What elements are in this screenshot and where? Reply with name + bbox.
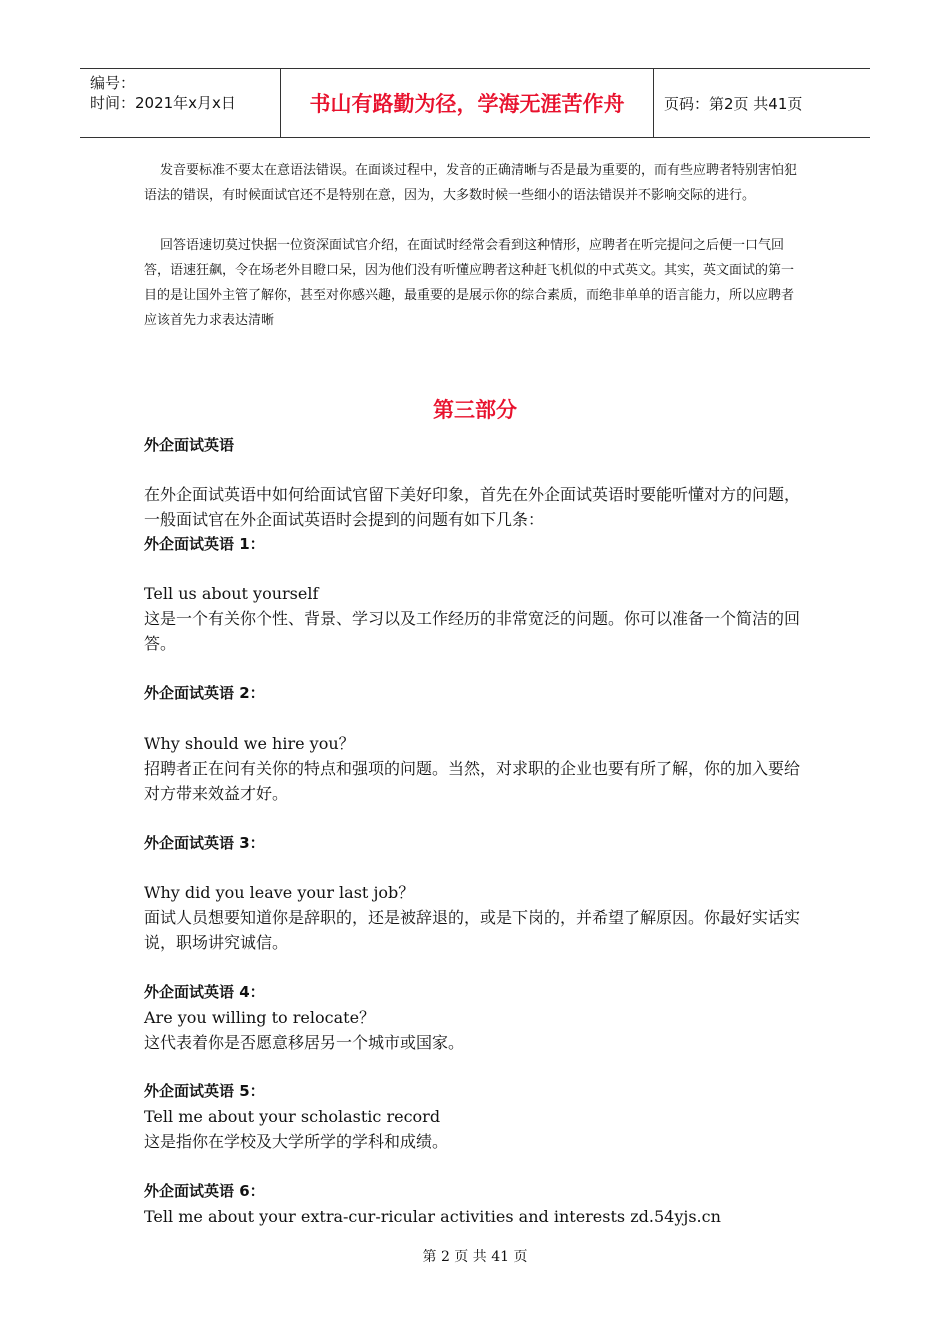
header-page-info: 页码：第2页 共41页 (664, 94, 803, 113)
header-meta-cell (80, 69, 281, 137)
item-6-question: Tell me about your extra-cur-ricular activities and interests zd.54yjs.cn (144, 1207, 721, 1226)
item-4-explanation: 这代表着你是否愿意移居另一个城市或国家。 (144, 1033, 465, 1052)
page-footer: 第 2 页 共 41 页 (422, 1249, 528, 1265)
item-3-explanation: 面试人员想要知道你是辞职的，还是被辞退的，或是下岗的，并希望了解原因。你最好实话实说，职场讲究诚信。 (144, 908, 801, 952)
item-3-heading: 外企面试英语 3： (144, 834, 265, 852)
item-1-question: Tell us about yourself (144, 584, 319, 603)
item-1-explanation: 这是一个有关你个性、背景、学习以及工作经历的非常宽泛的问题。你可以准备一个简洁的回答。 (144, 609, 801, 653)
item-1-heading: 外企面试英语 1： (144, 535, 265, 553)
section-title: 第三部分 (433, 398, 517, 422)
item-5-explanation: 这是指你在学校及大学所学的学科和成绩。 (144, 1132, 449, 1151)
topic-intro: 在外企面试英语中如何给面试官留下美好印象，首先在外企面试英语时要能听懂对方的问题，一般面试官在外企面试英语时会提到的问题有如下几条： (144, 485, 801, 529)
item-4-question: Are you willing to relocate？ (144, 1008, 376, 1027)
item-3-question: Why did you leave your last job？ (144, 883, 415, 902)
item-4-heading: 外企面试英语 4： (144, 983, 265, 1001)
item-5-question: Tell me about your scholastic record (144, 1107, 441, 1126)
time-label: 时间：2021年x月x日 (90, 94, 236, 112)
item-5-heading: 外企面试英语 5： (144, 1082, 265, 1100)
intro-paragraph-2: 回答语速切莫过快据一位资深面试官介绍，在面试时经常会看到这种情形，应聘者在听完提问之后便一口气回答，语速狂飙，令在场老外目瞪口呆，因为他们没有听懂应聘者这种赶飞机似的中式英文。其实，英文面试的第一目的是让国外主管了解你，甚至对你感兴趣，最重要的是展示你的综合素质，而绝非单单的语言能力，所以应聘者应该首先力求表达清晰 (144, 238, 795, 328)
header-motto: 书山有路勤为径，学海无涯苦作舟 (281, 69, 654, 137)
header-table (80, 68, 870, 138)
item-2-question: Why should we hire you？ (144, 734, 355, 753)
serial-label: 编号： (90, 74, 136, 92)
topic-heading: 外企面试英语 (144, 436, 235, 454)
intro-paragraph-1: 发音要标准不要太在意语法错误。在面谈过程中，发音的正确清晰与否是最为重要的，而有些应聘者特别害怕犯语法的错误，有时候面试官还不是特别在意，因为，大多数时候一些细小的语法错误并不影响交际的进行。 (144, 163, 798, 203)
item-2-explanation: 招聘者正在问有关你的特点和强项的问题。当然，对求职的企业也要有所了解，你的加入要给对方带来效益才好。 (144, 759, 801, 803)
intro-block (144, 158, 806, 333)
item-6-heading: 外企面试英语 6： (144, 1182, 265, 1200)
item-2-heading: 外企面试英语 2： (144, 684, 265, 702)
